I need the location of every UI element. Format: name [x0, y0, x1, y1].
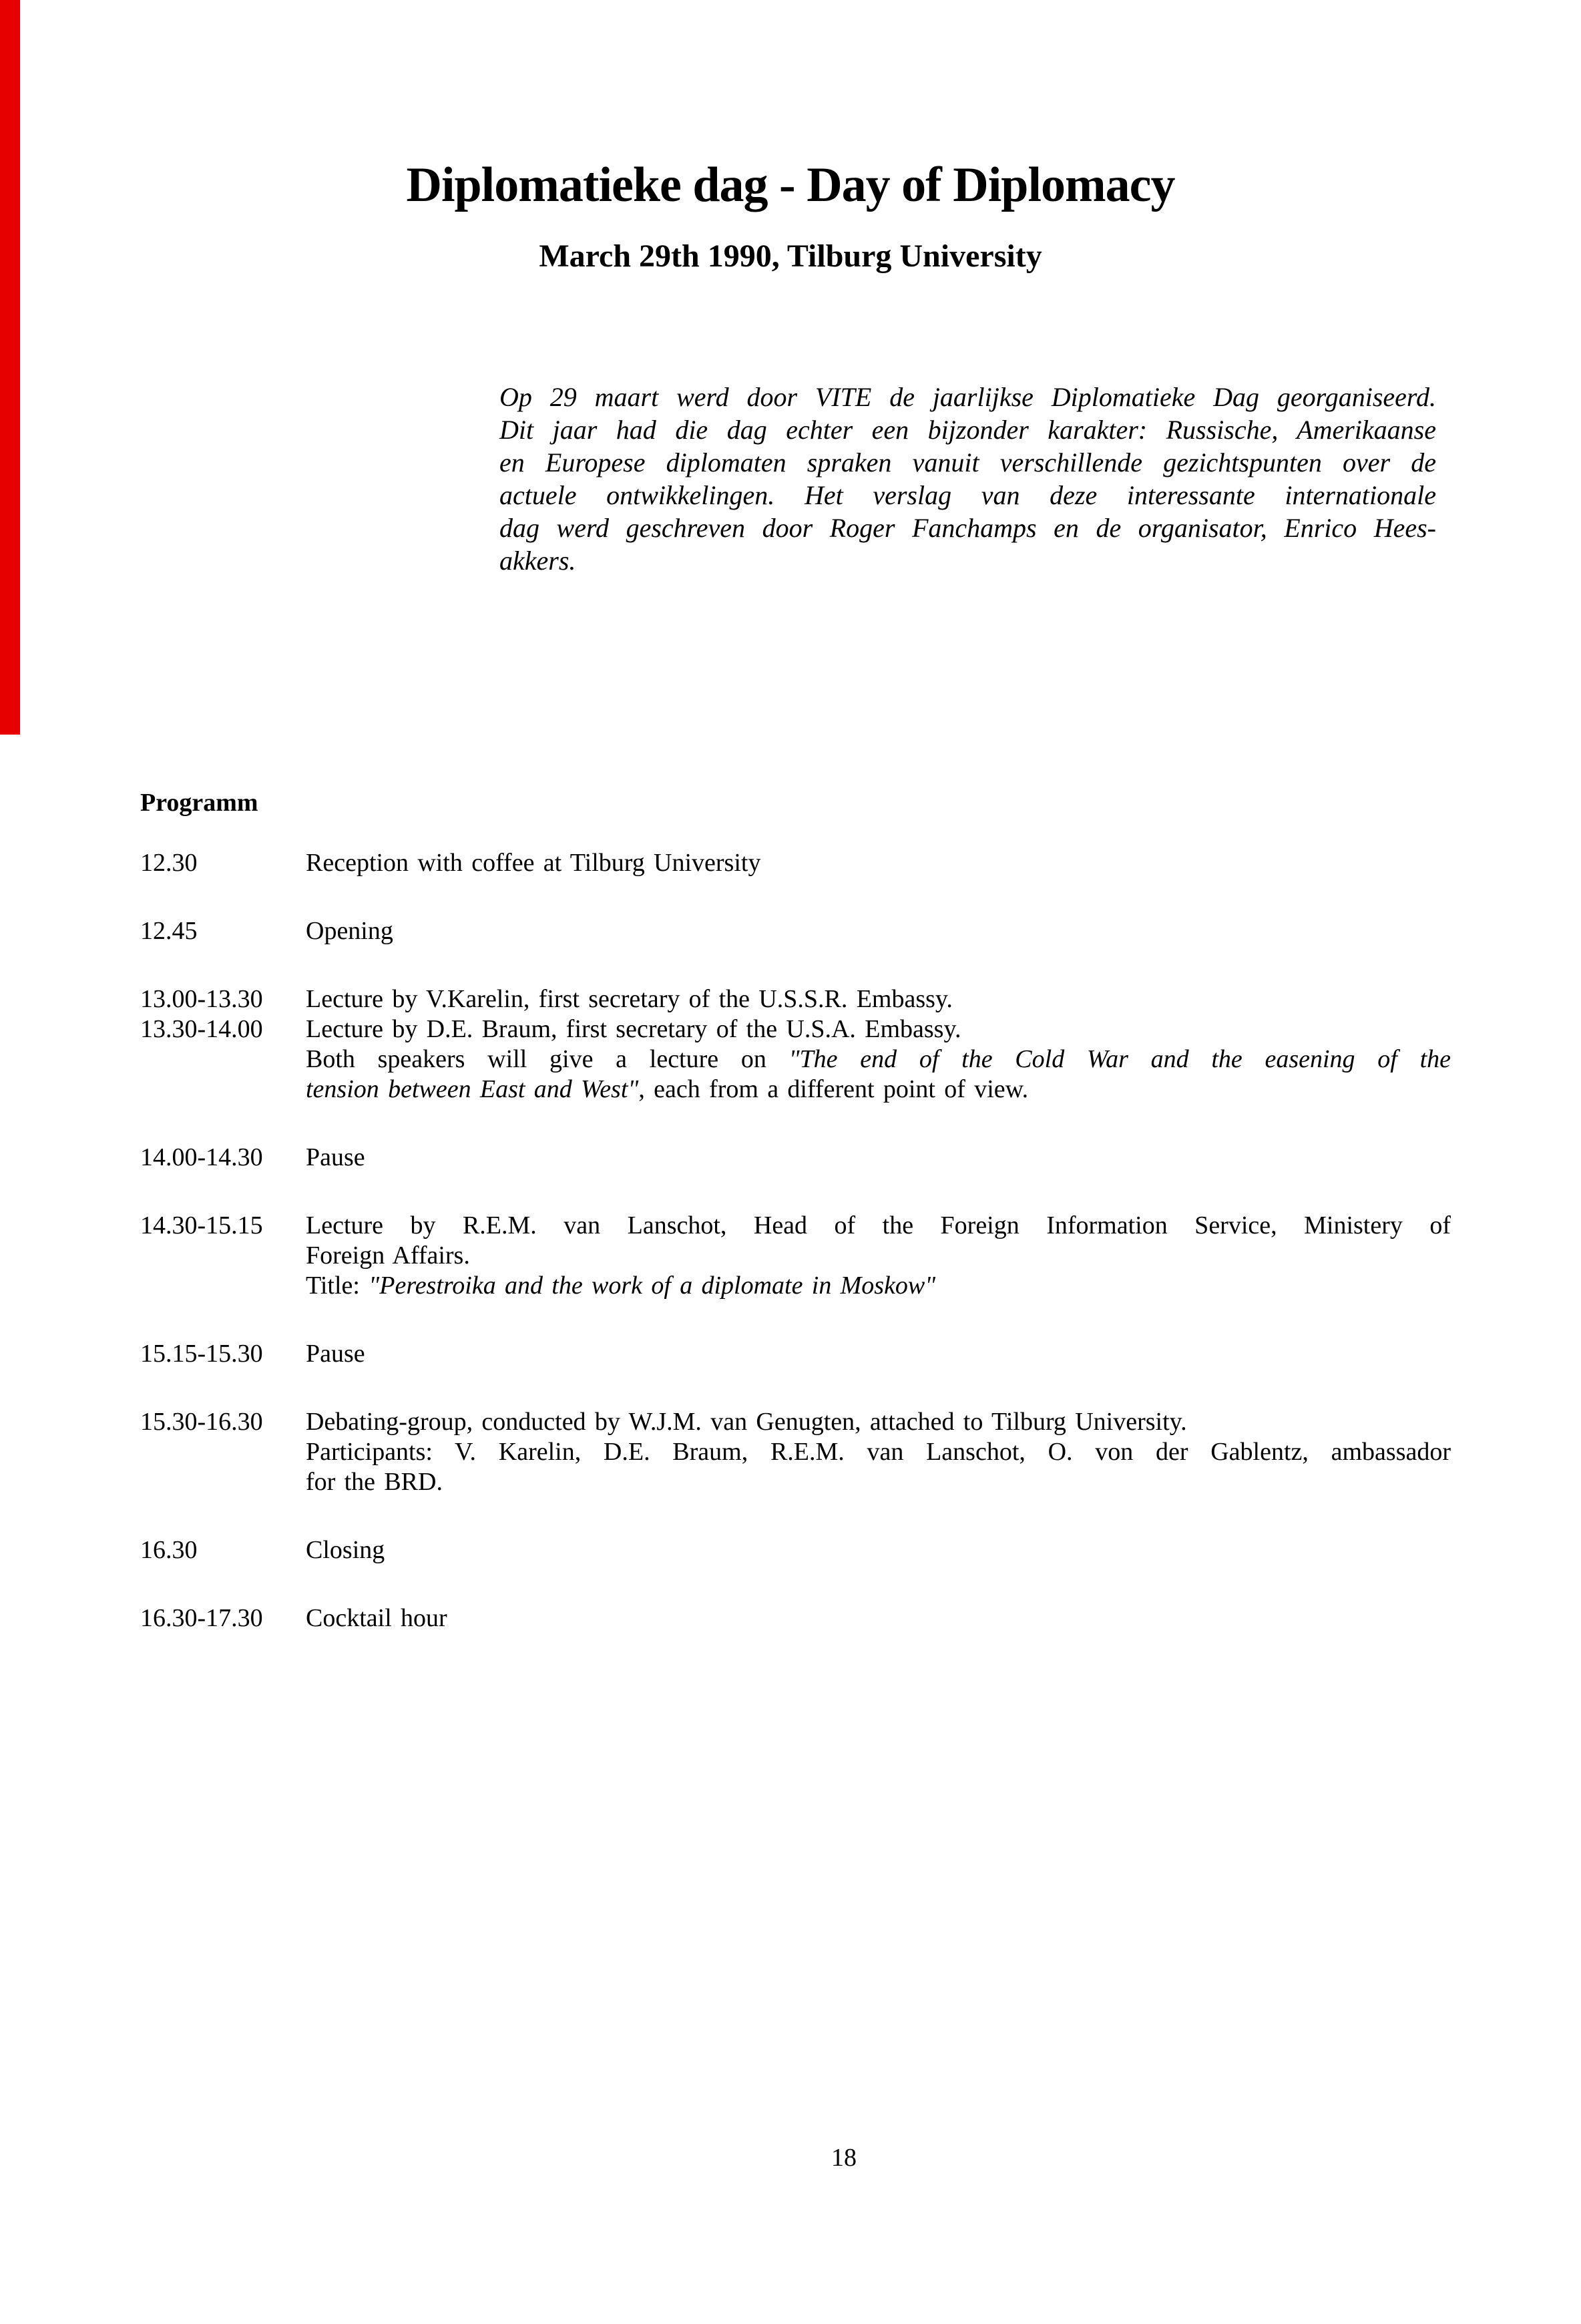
- intro-line: dag werd geschreven door Roger Fanchamps en de organisator, Enrico Hees-: [499, 513, 1436, 543]
- text-segment: for the BRD.: [306, 1468, 443, 1496]
- text-segment: Lecture by R.E.M. van Lanschot, Head of the Foreign Information Service, Ministery of: [306, 1211, 1451, 1239]
- entry-time: 13.30-14.00: [140, 1015, 263, 1043]
- program-entry: [140, 916, 1451, 946]
- description-line: [306, 1241, 1451, 1271]
- program-entry: [140, 1014, 1451, 1105]
- program-heading: Programm: [140, 789, 258, 817]
- intro-line: en Europese diplomaten spraken vanuit verschillende gezichtspunten over de: [499, 447, 1436, 477]
- description-line: [306, 1211, 1451, 1241]
- entry-time: 16.30-17.30: [140, 1604, 263, 1632]
- description-line: [306, 1143, 1451, 1173]
- description-line: [306, 1014, 1451, 1044]
- red-margin-bar: [0, 0, 20, 735]
- text-segment: Pause: [306, 1143, 365, 1171]
- text-segment: Debating-group, conducted by W.J.M. van Genugten, attached to Tilburg University.: [306, 1408, 1187, 1436]
- description-line: [306, 1271, 1451, 1301]
- program-entry: [140, 1603, 1451, 1633]
- intro-line: actuele ontwikkelingen. Het verslag van deze interessante internationale: [499, 480, 1436, 510]
- entry-description: [306, 1143, 1451, 1173]
- text-segment: Lecture by V.Karelin, first secretary of the U.S.S.R. Embassy.: [306, 985, 953, 1013]
- intro-line: akkers.: [499, 546, 576, 576]
- document-subtitle: March 29th 1990, Tilburg University: [539, 238, 1042, 274]
- text-segment: Both speakers will give a lecture on: [306, 1045, 789, 1073]
- program-section: [140, 788, 1451, 1633]
- text-segment: Foreign Affairs.: [306, 1241, 470, 1270]
- description-line: [306, 916, 1451, 946]
- description-line: [306, 1535, 1451, 1565]
- description-line: [306, 1407, 1451, 1437]
- text-segment: Opening: [306, 917, 393, 945]
- text-segment: Participants: V. Karelin, D.E. Braum, R.E.M. van Lanschot, O. von der Gablentz, ambassador: [306, 1438, 1451, 1466]
- entry-time: 16.30: [140, 1536, 198, 1564]
- text-segment: Cocktail hour: [306, 1604, 447, 1632]
- entry-time: 14.30-15.15: [140, 1211, 263, 1239]
- entry-description: [306, 1211, 1451, 1301]
- entry-description: [306, 916, 1451, 946]
- program-entry: [140, 848, 1451, 878]
- description-line: [306, 848, 1451, 878]
- text-segment: Closing: [306, 1536, 385, 1564]
- intro-line: Op 29 maart werd door VITE de jaarlijkse Diplomatieke Dag georganiseerd.: [499, 382, 1436, 412]
- program-entry: [140, 1339, 1451, 1369]
- entry-time: 12.30: [140, 849, 198, 877]
- page-number: 18: [831, 2144, 857, 2172]
- description-line: [306, 1044, 1451, 1075]
- entry-time: 15.15-15.30: [140, 1340, 263, 1368]
- description-line: [306, 1075, 1451, 1105]
- entry-time: 14.00-14.30: [140, 1143, 263, 1171]
- italic-segment: "Perestroika and the work of a diplomate in Moskow": [369, 1272, 936, 1300]
- entry-time: 15.30-16.30: [140, 1408, 263, 1436]
- description-line: [306, 1603, 1451, 1633]
- entry-description: [306, 984, 1451, 1014]
- description-line: [306, 1467, 1451, 1497]
- italic-segment: tension between East and West": [306, 1075, 639, 1103]
- text-segment: Pause: [306, 1340, 365, 1368]
- text-segment: Title:: [306, 1272, 369, 1300]
- program-entry: [140, 984, 1451, 1014]
- document-title: Diplomatieke dag - Day of Diplomacy: [406, 158, 1175, 212]
- program-entries: [140, 848, 1451, 1633]
- program-entry: [140, 1407, 1451, 1497]
- entry-description: [306, 1407, 1451, 1497]
- entry-description: [306, 1014, 1451, 1105]
- program-entry: [140, 1535, 1451, 1565]
- entry-description: [306, 1339, 1451, 1369]
- text-segment: , each from a different point of view.: [638, 1075, 1029, 1103]
- entry-description: [306, 1603, 1451, 1633]
- entry-time: 13.00-13.30: [140, 985, 263, 1013]
- entry-time: 12.45: [140, 917, 198, 945]
- entry-description: [306, 848, 1451, 878]
- text-segment: Reception with coffee at Tilburg University: [306, 849, 761, 877]
- intro-paragraph: [499, 381, 1436, 577]
- description-line: [306, 984, 1451, 1014]
- italic-segment: "The end of the Cold War and the easening of the: [788, 1045, 1451, 1073]
- program-entry: [140, 1211, 1451, 1301]
- intro-line: Dit jaar had die dag echter een bijzonder karakter: Russische, Amerikaanse: [499, 415, 1436, 445]
- text-segment: Lecture by D.E. Braum, first secretary of the U.S.A. Embassy.: [306, 1015, 961, 1043]
- description-line: [306, 1339, 1451, 1369]
- entry-description: [306, 1535, 1451, 1565]
- program-entry: [140, 1143, 1451, 1173]
- description-line: [306, 1437, 1451, 1467]
